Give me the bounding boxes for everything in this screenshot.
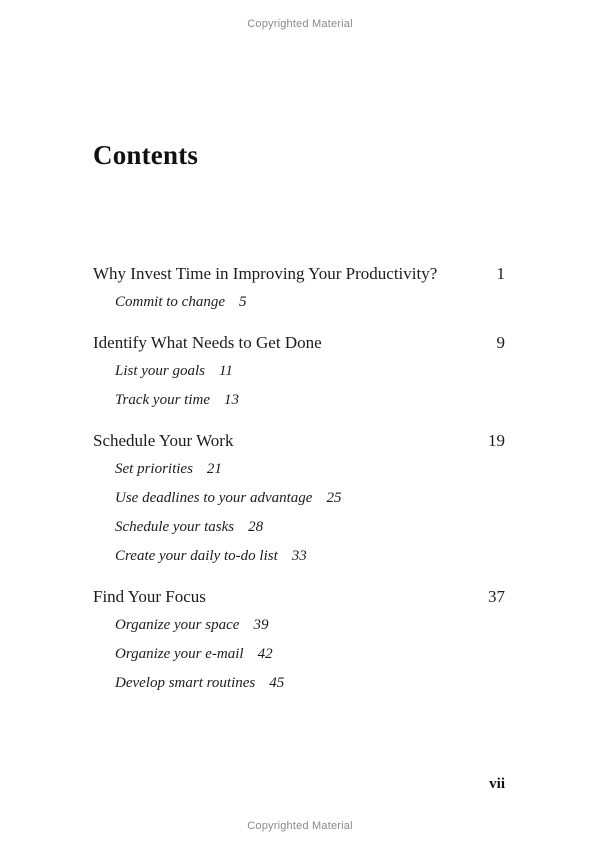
page-number: vii [489,776,505,792]
toc-section-page: 21 [206,461,222,477]
copyright-notice-top: Copyrighted Material [247,18,353,30]
toc-section-page: 45 [269,675,285,691]
toc-chapter-row [93,328,505,357]
toc-chapter-title: Why Invest Time in Improving Your Productivity? [93,264,438,283]
toc-section-page: 33 [291,548,307,564]
toc-section-row [93,513,505,542]
toc-chapter-title: Schedule Your Work [93,431,234,450]
toc-section-title: Set priorities [115,461,193,477]
toc-section-title: Organize your e-mail [115,646,244,662]
toc-section-page: 11 [219,363,233,379]
toc-section-row [93,611,505,640]
toc-chapter-page: 19 [488,431,505,450]
toc-section-title: List your goals [115,363,206,379]
toc-section-page: 28 [248,519,264,535]
toc-chapter-page: 1 [496,264,505,283]
toc-section-title: Commit to change [115,294,225,310]
toc-chapter-row [93,259,505,288]
toc-section-row [93,357,505,386]
toc-chapter [93,582,505,698]
toc-section-title: Organize your space [115,617,240,633]
toc-section-row [93,288,505,317]
toc-section-title: Develop smart routines [115,675,256,691]
toc-section-title: Use deadlines to your advantage [115,490,313,506]
toc-section-row [93,455,505,484]
page-content [93,140,505,698]
toc-section-row [93,386,505,415]
toc-section-page: 5 [239,294,247,310]
toc-section-row [93,669,505,698]
toc-chapter-title: Identify What Needs to Get Done [93,333,322,352]
toc-section-page: 39 [253,617,269,633]
toc-chapter-title: Find Your Focus [93,587,206,606]
toc-section-page: 13 [224,392,239,408]
toc-section-page: 42 [257,646,273,662]
toc-chapter [93,328,505,415]
toc-section-row [93,484,505,513]
page-title: Contents [93,140,199,170]
toc-chapter [93,426,505,571]
table-of-contents [93,259,505,698]
toc-chapter-page: 9 [496,333,505,352]
copyright-notice-bottom: Copyrighted Material [247,820,353,832]
toc-section-title: Create your daily to-do list [115,548,278,564]
toc-section-title: Track your time [115,392,210,408]
toc-chapter-page: 37 [488,587,505,606]
toc-section-row [93,542,505,571]
toc-chapter-row [93,426,505,455]
toc-section-row [93,640,505,669]
toc-section-page: 25 [326,490,342,506]
toc-chapter-row [93,582,505,611]
toc-chapter [93,259,505,317]
toc-section-title: Schedule your tasks [115,519,235,535]
